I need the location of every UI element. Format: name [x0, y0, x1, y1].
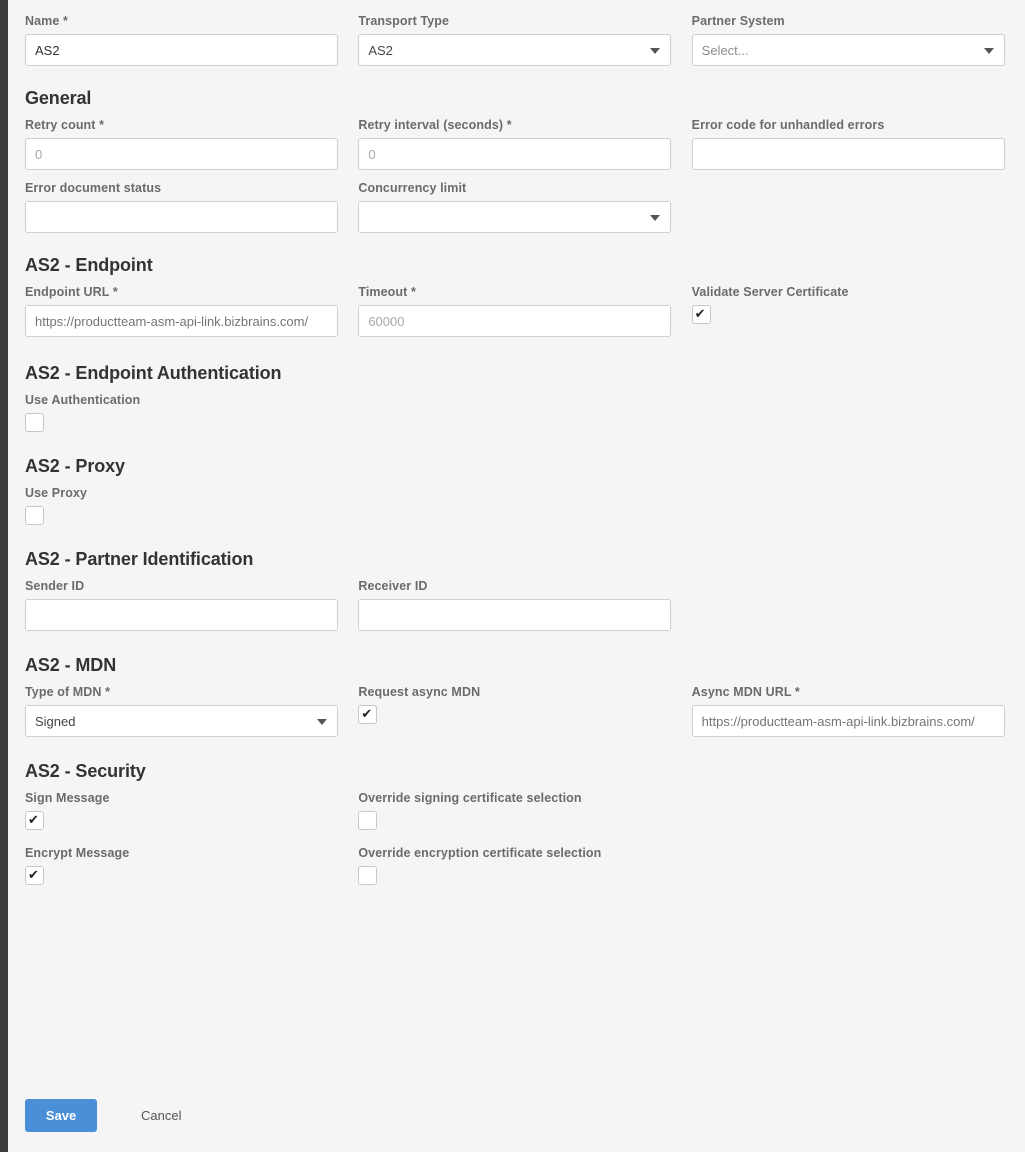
general-section-title: General — [25, 88, 92, 108]
partner-system-label: Partner System — [691, 14, 785, 28]
concurrency-limit-label: Concurrency limit — [358, 181, 467, 195]
encrypt-message-group — [25, 846, 338, 885]
transport-type-group — [358, 14, 671, 66]
use-authentication-label: Use Authentication — [25, 393, 141, 407]
request-async-mdn-group — [358, 685, 671, 737]
name-field-group — [25, 14, 338, 66]
sign-message-checkbox[interactable] — [25, 811, 44, 830]
security-row-2 — [25, 846, 1005, 885]
partner-system-value: Select... — [701, 43, 749, 58]
sign-message-group — [25, 791, 338, 830]
endpoint-auth-section — [25, 363, 1005, 432]
retry-interval-group — [358, 118, 671, 170]
error-document-status-label: Error document status — [25, 181, 162, 195]
timeout-input[interactable] — [358, 305, 671, 337]
partner-identification-section — [25, 549, 1005, 631]
mdn-section-title: AS2 - MDN — [25, 655, 117, 675]
retry-interval-label: Retry interval (seconds) * — [358, 118, 512, 132]
timeout-label: Timeout * — [358, 285, 416, 299]
general-section — [25, 88, 1005, 233]
override-encryption-group — [358, 846, 671, 885]
proxy-section-title: AS2 - Proxy — [25, 456, 125, 476]
retry-count-label: Retry count * — [25, 118, 105, 132]
form-footer — [25, 1099, 187, 1132]
endpoint-url-group — [25, 285, 338, 337]
validate-certificate-checkbox[interactable] — [692, 305, 711, 324]
top-row — [25, 14, 1005, 66]
sign-message-label: Sign Message — [25, 791, 110, 805]
sender-id-label: Sender ID — [25, 579, 85, 593]
mdn-type-select[interactable] — [25, 705, 338, 737]
security-empty-col-1 — [692, 791, 1005, 830]
transport-type-value: AS2 — [368, 43, 393, 58]
endpoint-url-label: Endpoint URL * — [25, 285, 118, 299]
name-label: Name * — [25, 14, 68, 28]
retry-interval-input[interactable] — [358, 138, 671, 170]
chevron-down-icon — [317, 719, 327, 725]
security-section-title: AS2 - Security — [25, 761, 146, 781]
receiver-id-label: Receiver ID — [358, 579, 428, 593]
security-section — [25, 761, 1005, 885]
partner-identification-empty-col — [692, 579, 1005, 631]
cancel-button[interactable]: Cancel — [135, 1107, 187, 1124]
override-signing-checkbox[interactable] — [358, 811, 377, 830]
form-content — [8, 0, 1025, 1152]
proxy-section — [25, 456, 1005, 525]
validate-certificate-label: Validate Server Certificate — [691, 285, 849, 299]
retry-count-group — [25, 118, 338, 170]
use-proxy-checkbox[interactable] — [25, 506, 44, 525]
general-row-1 — [25, 118, 1005, 170]
error-code-group — [692, 118, 1005, 170]
override-encryption-label: Override encryption certificate selection — [358, 846, 602, 860]
partner-identification-section-title: AS2 - Partner Identification — [25, 549, 254, 569]
endpoint-row — [25, 285, 1005, 337]
endpoint-section — [25, 255, 1005, 337]
override-encryption-checkbox[interactable] — [358, 866, 377, 885]
error-code-label: Error code for unhandled errors — [691, 118, 885, 132]
left-edge-strip — [0, 0, 8, 1152]
save-button[interactable]: Save — [25, 1099, 97, 1132]
partner-identification-row — [25, 579, 1005, 631]
sender-id-input[interactable] — [25, 599, 338, 631]
sender-id-group — [25, 579, 338, 631]
chevron-down-icon — [984, 48, 994, 54]
mdn-section — [25, 655, 1005, 737]
mdn-type-value: Signed — [35, 714, 76, 729]
mdn-type-label: Type of MDN * — [25, 685, 111, 699]
endpoint-section-title: AS2 - Endpoint — [25, 255, 153, 275]
async-mdn-url-label: Async MDN URL * — [691, 685, 800, 699]
security-empty-col-2 — [692, 846, 1005, 885]
request-async-mdn-label: Request async MDN — [358, 685, 481, 699]
endpoint-url-input[interactable] — [25, 305, 338, 337]
endpoint-auth-section-title: AS2 - Endpoint Authentication — [25, 363, 282, 383]
use-authentication-group — [25, 393, 1005, 432]
override-signing-label: Override signing certificate selection — [358, 791, 582, 805]
error-code-input[interactable] — [692, 138, 1005, 170]
name-input[interactable] — [25, 34, 338, 66]
async-mdn-url-group — [692, 685, 1005, 737]
partner-system-group — [692, 14, 1005, 66]
partner-system-select[interactable] — [692, 34, 1005, 66]
transport-type-select[interactable] — [358, 34, 671, 66]
encrypt-message-label: Encrypt Message — [25, 846, 130, 860]
error-document-status-group — [25, 181, 338, 233]
use-authentication-checkbox[interactable] — [25, 413, 44, 432]
override-signing-group — [358, 791, 671, 830]
async-mdn-url-input[interactable] — [692, 705, 1005, 737]
mdn-type-group — [25, 685, 338, 737]
use-proxy-label: Use Proxy — [25, 486, 88, 500]
validate-certificate-group — [692, 285, 1005, 337]
request-async-mdn-checkbox[interactable] — [358, 705, 377, 724]
encrypt-message-checkbox[interactable] — [25, 866, 44, 885]
general-empty-col — [692, 181, 1005, 233]
timeout-group — [358, 285, 671, 337]
transport-type-label: Transport Type — [358, 14, 450, 28]
security-row-1 — [25, 791, 1005, 830]
mdn-row — [25, 685, 1005, 737]
use-proxy-group — [25, 486, 1005, 525]
general-row-2 — [25, 181, 1005, 233]
concurrency-limit-group — [358, 181, 671, 233]
error-document-status-input[interactable] — [25, 201, 338, 233]
receiver-id-group — [358, 579, 671, 631]
concurrency-limit-select[interactable] — [358, 201, 671, 233]
chevron-down-icon — [650, 215, 660, 221]
chevron-down-icon — [650, 48, 660, 54]
retry-count-input[interactable] — [25, 138, 338, 170]
receiver-id-input[interactable] — [358, 599, 671, 631]
